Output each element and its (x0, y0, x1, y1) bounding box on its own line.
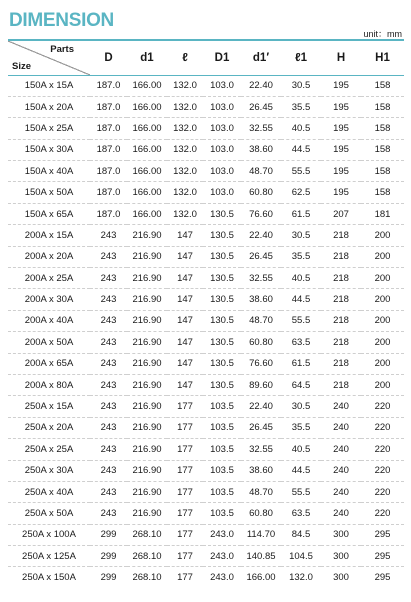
d1-prime-cell: 48.70 (241, 310, 281, 331)
H-cell: 218 (321, 268, 361, 289)
l1-cell: 84.5 (281, 524, 321, 545)
H-cell: 218 (321, 246, 361, 267)
size-cell: 150A x 30A (8, 139, 90, 160)
H1-cell: 295 (361, 546, 404, 567)
d1-cell: 166.00 (127, 203, 167, 224)
table-row (8, 567, 404, 588)
table-row (8, 524, 404, 545)
table-header-row (8, 40, 404, 75)
d-cell: 299 (100, 572, 117, 584)
size-cell: 200A x 25A (8, 268, 90, 289)
D1-cell: 130.5 (203, 289, 241, 310)
H1-cell: 158 (361, 161, 404, 182)
l-cell: 132.0 (167, 182, 203, 203)
size-cell: 250A x 25A (8, 439, 90, 460)
H-cell: 195 (321, 161, 361, 182)
column-header-H: H (321, 40, 361, 75)
d-cell: 243 (90, 481, 127, 502)
D1-cell: 103.0 (203, 182, 241, 203)
table-row (8, 268, 404, 289)
column-header-d1: d1 (127, 40, 167, 75)
d1-prime-cell: 140.85 (241, 546, 281, 567)
H-cell: 195 (321, 118, 361, 139)
l1-cell: 30.5 (281, 396, 321, 417)
H1-cell: 220 (361, 439, 404, 460)
l-cell: 177 (167, 524, 203, 545)
d1-prime-cell: 114.70 (241, 524, 281, 545)
d1-cell: 216.90 (127, 225, 167, 246)
H-cell: 240 (321, 503, 361, 524)
d1-cell: 268.10 (132, 572, 162, 584)
D1-cell: 103.0 (203, 96, 241, 117)
H1-cell: 200 (361, 374, 404, 395)
D1-cell: 103.5 (203, 503, 241, 524)
d1-prime-cell: 26.45 (241, 417, 281, 438)
d1-cell: 166.00 (127, 161, 167, 182)
size-cell: 200A x 15A (8, 225, 90, 246)
d1-cell: 216.90 (127, 246, 167, 267)
H1-cell: 220 (361, 460, 404, 481)
d1-cell: 216.90 (127, 481, 167, 502)
d1-cell: 216.90 (127, 417, 167, 438)
H-cell: 300 (321, 546, 361, 567)
H1-cell: 158 (361, 118, 404, 139)
H1-cell: 158 (361, 96, 404, 117)
table-body (8, 75, 404, 588)
d1-cell: 216.90 (127, 460, 167, 481)
l-cell: 177 (167, 503, 203, 524)
l1-cell: 104.5 (281, 546, 321, 567)
l-cell: 177 (167, 481, 203, 502)
D1-cell: 103.5 (203, 396, 241, 417)
d-cell: 243 (90, 460, 127, 481)
column-header-D1: D1 (203, 40, 241, 75)
H1-cell: 295 (374, 572, 391, 584)
D1-cell: 103.0 (203, 118, 241, 139)
l-cell: 147 (167, 225, 203, 246)
l-cell: 177 (167, 439, 203, 460)
size-cell: 200A x 40A (8, 310, 90, 331)
size-cell: 250A x 20A (8, 417, 90, 438)
d-cell: 243 (90, 503, 127, 524)
l1-cell: 62.5 (281, 182, 321, 203)
d1-prime-cell: 26.45 (241, 246, 281, 267)
H1-cell: 200 (361, 246, 404, 267)
dimension-table (8, 39, 404, 588)
table-row (8, 96, 404, 117)
H1-cell: 200 (361, 289, 404, 310)
H-cell: 300 (321, 524, 361, 545)
H-cell: 195 (321, 182, 361, 203)
D1-cell: 243.0 (210, 572, 234, 584)
D1-cell: 130.5 (203, 203, 241, 224)
H-cell: 218 (321, 332, 361, 353)
d-cell: 243 (90, 374, 127, 395)
l1-cell: 63.5 (281, 332, 321, 353)
D1-cell: 130.5 (203, 332, 241, 353)
table-row (8, 546, 404, 567)
H1-cell: 200 (361, 310, 404, 331)
H-cell: 195 (321, 139, 361, 160)
d1-cell: 166.00 (127, 75, 167, 96)
d1-prime-cell: 89.60 (241, 374, 281, 395)
l-cell: 147 (167, 246, 203, 267)
d1-cell: 216.90 (127, 374, 167, 395)
l1-cell: 44.5 (281, 289, 321, 310)
l1-cell: 55.5 (281, 481, 321, 502)
column-header-D: D (90, 40, 127, 75)
d1-cell: 216.90 (127, 503, 167, 524)
table-row (8, 139, 404, 160)
d-cell: 243 (90, 289, 127, 310)
D1-cell: 103.5 (203, 481, 241, 502)
size-cell: 250A x 30A (8, 460, 90, 481)
l1-cell: 55.5 (281, 310, 321, 331)
size-cell: 250A x 125A (8, 546, 90, 567)
l-cell: 147 (167, 289, 203, 310)
d-cell: 187.0 (90, 118, 127, 139)
H-cell: 300 (333, 572, 349, 584)
D1-cell: 130.5 (203, 353, 241, 374)
parts-label: Parts (50, 44, 74, 55)
H-cell: 195 (321, 75, 361, 96)
size-cell: 200A x 80A (8, 374, 90, 395)
d1-prime-cell: 32.55 (241, 118, 281, 139)
d-cell: 243 (90, 332, 127, 353)
H1-cell: 200 (361, 353, 404, 374)
size-cell: 250A x 15A (8, 396, 90, 417)
H-cell: 218 (321, 310, 361, 331)
table-row (8, 225, 404, 246)
H-cell: 218 (321, 353, 361, 374)
H-cell: 207 (321, 203, 361, 224)
l1-cell: 40.5 (281, 118, 321, 139)
size-cell: 200A x 65A (8, 353, 90, 374)
table-row (8, 203, 404, 224)
d1-cell: 216.90 (127, 310, 167, 331)
H1-cell: 158 (361, 75, 404, 96)
l1-cell: 44.5 (281, 460, 321, 481)
d-cell: 243 (90, 417, 127, 438)
d1-cell: 216.90 (127, 289, 167, 310)
H1-cell: 200 (361, 268, 404, 289)
table-row (8, 417, 404, 438)
D1-cell: 103.5 (203, 417, 241, 438)
size-cell: 200A x 50A (8, 332, 90, 353)
size-cell: 150A x 40A (8, 161, 90, 182)
D1-cell: 130.5 (203, 374, 241, 395)
d-cell: 243 (90, 225, 127, 246)
l1-cell: 35.5 (281, 417, 321, 438)
table-row (8, 353, 404, 374)
d-cell: 243 (90, 268, 127, 289)
H-cell: 240 (321, 396, 361, 417)
l1-cell: 55.5 (281, 161, 321, 182)
l1-cell: 61.5 (281, 353, 321, 374)
H1-cell: 158 (361, 182, 404, 203)
d1-prime-cell: 22.40 (241, 396, 281, 417)
H-cell: 218 (321, 374, 361, 395)
d1-cell: 268.10 (127, 546, 167, 567)
H-cell: 240 (321, 439, 361, 460)
d-cell: 187.0 (90, 161, 127, 182)
l-cell: 147 (167, 332, 203, 353)
unit-label: unit：mm (363, 29, 402, 39)
table-row (8, 289, 404, 310)
H1-cell: 200 (361, 332, 404, 353)
D1-cell: 130.5 (203, 268, 241, 289)
l-cell: 132.0 (167, 203, 203, 224)
H-cell: 240 (321, 460, 361, 481)
l1-cell: 35.5 (281, 246, 321, 267)
d-cell: 243 (90, 353, 127, 374)
l1-cell: 30.5 (281, 225, 321, 246)
l1-cell: 30.5 (281, 75, 321, 96)
size-cell: 250A x 100A (8, 524, 90, 545)
D1-cell: 130.5 (203, 310, 241, 331)
l-cell: 177 (177, 572, 193, 584)
d1-prime-cell: 32.55 (241, 439, 281, 460)
table-row (8, 439, 404, 460)
d1-prime-cell: 26.45 (241, 96, 281, 117)
d-cell: 187.0 (90, 96, 127, 117)
d-cell: 243 (90, 246, 127, 267)
size-label: Size (12, 60, 32, 72)
H-cell: 195 (321, 96, 361, 117)
d1-prime-cell: 32.55 (241, 268, 281, 289)
l-cell: 132.0 (167, 75, 203, 96)
H1-cell: 220 (361, 396, 404, 417)
l1-cell: 35.5 (281, 96, 321, 117)
D1-cell: 243.0 (203, 524, 241, 545)
l-cell: 147 (167, 374, 203, 395)
table-row (8, 396, 404, 417)
l1-cell: 63.5 (281, 503, 321, 524)
d-cell: 299 (90, 524, 127, 545)
l-cell: 147 (167, 310, 203, 331)
d1-prime-cell: 166.00 (246, 572, 276, 584)
size-cell: 250A x 50A (8, 503, 90, 524)
d1-cell: 166.00 (127, 96, 167, 117)
D1-cell: 103.5 (203, 460, 241, 481)
l-cell: 177 (167, 417, 203, 438)
d1-cell: 166.00 (127, 182, 167, 203)
corner-header (8, 40, 90, 75)
size-cell: 150A x 25A (8, 118, 90, 139)
D1-cell: 130.5 (203, 246, 241, 267)
column-header-l: ℓ (167, 40, 203, 75)
d1-prime-cell: 22.40 (241, 225, 281, 246)
D1-cell: 103.0 (203, 161, 241, 182)
d-cell: 299 (90, 546, 127, 567)
d-cell: 187.0 (90, 75, 127, 96)
d1-prime-cell: 76.60 (241, 203, 281, 224)
table-row (8, 182, 404, 203)
l-cell: 177 (167, 460, 203, 481)
d1-cell: 166.00 (127, 118, 167, 139)
l-cell: 147 (167, 353, 203, 374)
H1-cell: 220 (361, 503, 404, 524)
d-cell: 243 (90, 396, 127, 417)
size-cell: 250A x 150A (22, 572, 76, 584)
D1-cell: 243.0 (203, 546, 241, 567)
table-row (8, 332, 404, 353)
d1-prime-cell: 38.60 (241, 460, 281, 481)
l1-cell: 40.5 (281, 439, 321, 460)
d-cell: 187.0 (90, 182, 127, 203)
size-cell: 200A x 30A (8, 289, 90, 310)
table-row (8, 503, 404, 524)
table-row (8, 374, 404, 395)
size-cell: 150A x 20A (8, 96, 90, 117)
column-header-l1: ℓ1 (281, 40, 321, 75)
table-row (8, 75, 404, 96)
d1-cell: 268.10 (127, 524, 167, 545)
H-cell: 218 (321, 289, 361, 310)
D1-cell: 103.0 (203, 75, 241, 96)
H1-cell: 158 (361, 139, 404, 160)
size-cell: 150A x 50A (8, 182, 90, 203)
d-cell: 187.0 (90, 139, 127, 160)
H1-cell: 200 (361, 225, 404, 246)
D1-cell: 103.0 (203, 139, 241, 160)
H1-cell: 181 (361, 203, 404, 224)
l-cell: 132.0 (167, 118, 203, 139)
H-cell: 240 (321, 481, 361, 502)
d1-prime-cell: 60.80 (241, 332, 281, 353)
H1-cell: 220 (361, 481, 404, 502)
l-cell: 177 (167, 546, 203, 567)
l-cell: 132.0 (167, 96, 203, 117)
d-cell: 243 (90, 439, 127, 460)
d1-cell: 216.90 (127, 396, 167, 417)
table-row (8, 246, 404, 267)
l1-cell: 64.5 (281, 374, 321, 395)
d-cell: 243 (90, 310, 127, 331)
H-cell: 218 (321, 225, 361, 246)
d1-prime-cell: 76.60 (241, 353, 281, 374)
H1-cell: 295 (361, 524, 404, 545)
table-row (8, 118, 404, 139)
column-header-H1: H1 (361, 40, 404, 75)
D1-cell: 103.5 (203, 439, 241, 460)
l-cell: 177 (167, 396, 203, 417)
l1-cell: 44.5 (281, 139, 321, 160)
page-title: DIMENSION (9, 10, 114, 31)
d-cell: 187.0 (90, 203, 127, 224)
column-header-d1-prime: d1′ (241, 40, 281, 75)
size-cell: 150A x 15A (8, 75, 90, 96)
table-row (8, 310, 404, 331)
table-row (8, 161, 404, 182)
H-cell: 240 (321, 417, 361, 438)
d1-prime-cell: 22.40 (241, 75, 281, 96)
l-cell: 132.0 (167, 161, 203, 182)
d1-prime-cell: 60.80 (241, 503, 281, 524)
d1-prime-cell: 60.80 (241, 182, 281, 203)
d1-prime-cell: 38.60 (241, 289, 281, 310)
l1-cell: 132.0 (289, 572, 313, 584)
table-row (8, 481, 404, 502)
size-cell: 250A x 40A (8, 481, 90, 502)
d1-cell: 166.00 (127, 139, 167, 160)
l-cell: 147 (167, 268, 203, 289)
size-cell: 200A x 20A (8, 246, 90, 267)
H1-cell: 220 (361, 417, 404, 438)
d1-cell: 216.90 (127, 268, 167, 289)
d1-prime-cell: 38.60 (241, 139, 281, 160)
table-row (8, 460, 404, 481)
d1-cell: 216.90 (127, 439, 167, 460)
l1-cell: 40.5 (281, 268, 321, 289)
d1-cell: 216.90 (127, 353, 167, 374)
D1-cell: 130.5 (203, 225, 241, 246)
d1-prime-cell: 48.70 (241, 481, 281, 502)
size-cell: 150A x 65A (8, 203, 90, 224)
d1-prime-cell: 48.70 (241, 161, 281, 182)
l-cell: 132.0 (167, 139, 203, 160)
l1-cell: 61.5 (281, 203, 321, 224)
d1-cell: 216.90 (127, 332, 167, 353)
